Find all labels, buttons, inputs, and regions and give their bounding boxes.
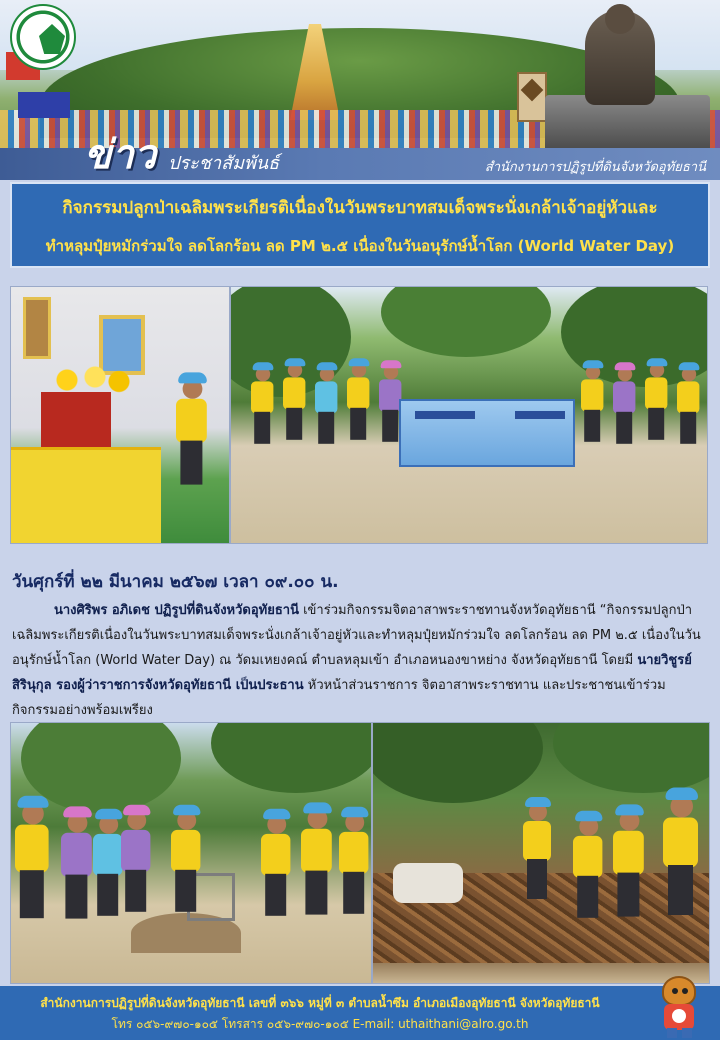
compost-bags (393, 863, 463, 903)
footer (0, 986, 720, 1040)
alro-logo-icon (10, 4, 76, 70)
date-line: วันศุกร์ที่ ๒๒ มีนาคม ๒๕๖๗ เวลา ๐๙.๐๐ น. (12, 572, 339, 592)
person (645, 363, 667, 440)
chairperson-name: นายวิชูรย์ สิรินุกุล รองผู้ว่าราชการจังหวัดอุทัยธานี เป็นประธาน (12, 653, 692, 693)
person (523, 803, 551, 899)
person (121, 811, 150, 912)
person (581, 365, 603, 442)
footer-contact: โทร ๐๕๖-๙๗๐-๑๐๕ โทรสาร ๐๕๖-๙๗๐-๑๐๕ E-mail: uthaithani@alro.go.th (111, 1017, 529, 1031)
title-bar (10, 182, 710, 268)
news-word: ข่าว (84, 131, 157, 178)
participant-name: นางศิริพร อภิเดช ปฏิรูปที่ดินจังหวัดอุทัยธานี (54, 603, 299, 618)
mascot-icon (652, 976, 706, 1038)
tree (381, 286, 551, 357)
person (301, 809, 332, 915)
person (283, 363, 305, 440)
title-line-2: ทำหลุมปุ๋ยหมักร่วมใจ ลดโลกร้อน ลด PM ๒.๕ เนื่องในวันอนุรักษ์น้ำโลก (World Water Day) (45, 237, 675, 255)
photo-group-standing (10, 722, 372, 984)
person (176, 379, 207, 485)
person (15, 803, 49, 918)
photo-altar (10, 286, 230, 544)
photo-group-banner (230, 286, 708, 544)
office-name: สำนักงานการปฏิรูปที่ดินจังหวัดอุทัยธานี (484, 160, 706, 175)
photo-compost-work (372, 722, 710, 984)
body-text-tail: หัวหน้าส่วนราชการ จิตอาสาพระราชทาน และประชาชนเข้าร่วมกิจกรรมอย่างพร้อมเพรียง (12, 678, 666, 718)
person (61, 813, 92, 919)
body-text: เข้าร่วมกิจกรรมจิตอาสาพระราชทานจังหวัดอุทัยธานี “กิจกรรมปลูกป่าเฉลิมพระเกียรติเนื่องในวันพระบาทสมเด็จพระนั่งเกล้าเจ้าอยู่หัวและทำหลุมปุ๋ยหมักร่วมใจ ลดโลกร้อน ลด PM ๒.๕ เนื่องในวันอนุรักษ์น้ำโลก (World Water Day) ณ วัดมเหยงคณ์ ตำบลหลุมเข้า อำเภอหนองขาหย่าง จังหวัดอุทัยธานี โดยมี (12, 603, 701, 668)
photo-frame (23, 297, 51, 359)
person (613, 367, 635, 444)
person (347, 363, 369, 440)
news-subtitle: ประชาสัมพันธ์ (168, 153, 280, 174)
person (315, 367, 337, 444)
altar-stand (41, 392, 111, 452)
tree (553, 722, 710, 793)
header-banner (0, 0, 720, 180)
tree (372, 722, 543, 803)
tree (211, 722, 372, 793)
person (613, 811, 644, 917)
person (93, 815, 122, 916)
person (261, 815, 290, 916)
activity-banner-sign (399, 399, 575, 467)
person (573, 817, 602, 918)
title-line-1: กิจกรรมปลูกป่าเฉลิมพระเกียรติเนื่องในวันพระบาทสมเด็จพระนั่งเกล้าเจ้าอยู่หัวและ (62, 198, 658, 218)
altar-table (11, 447, 161, 544)
person (677, 367, 699, 444)
person (663, 795, 698, 915)
statue-head (605, 4, 635, 34)
footer-address: สำนักงานการปฏิรูปที่ดินจังหวัดอุทัยธานี เลขที่ ๓๖๖ หมู่ที่ ๓ ตำบลน้ำซึม อำเภอเมืองอุทัยธานี จังหวัดอุทัยธานี (40, 996, 600, 1010)
person (171, 811, 200, 912)
person (251, 367, 273, 444)
flag-icon (18, 92, 70, 118)
body-paragraph (12, 598, 710, 723)
flower-arrangement (51, 365, 131, 395)
person (339, 813, 368, 914)
